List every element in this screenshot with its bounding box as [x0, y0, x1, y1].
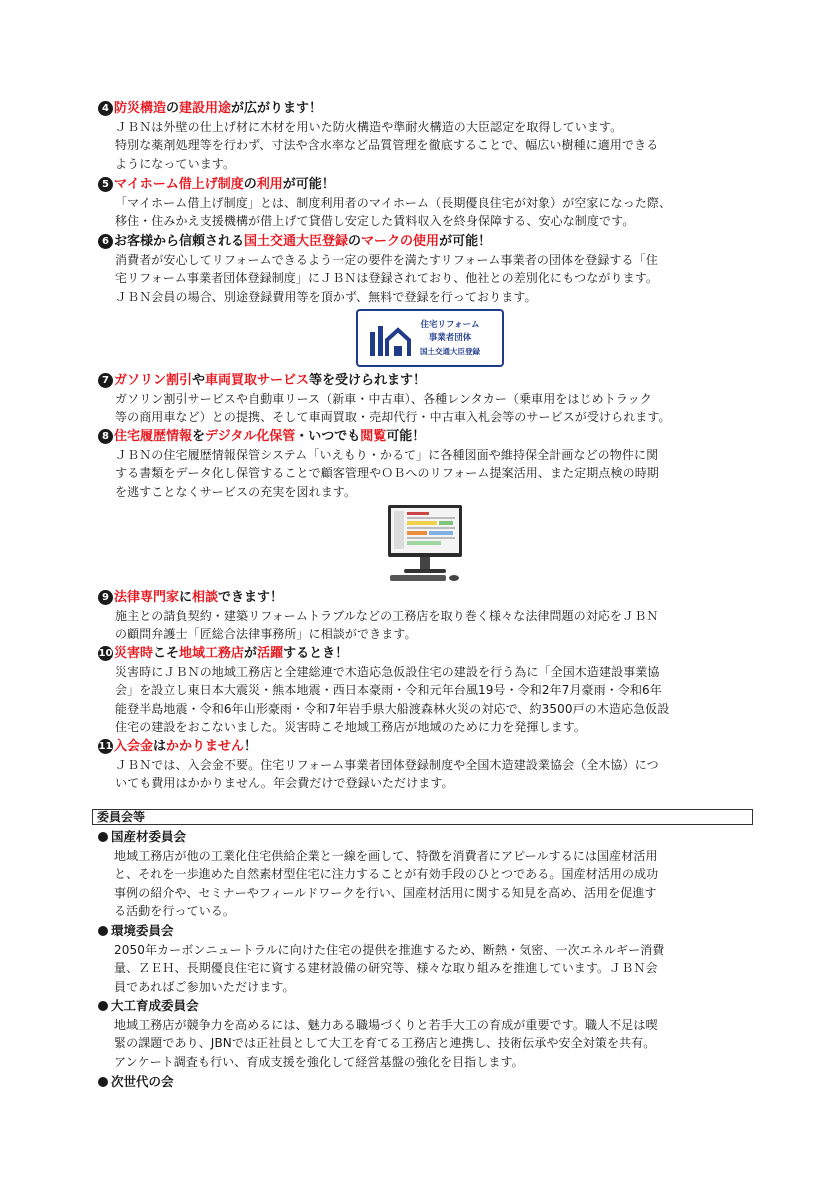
- description-line: ＪＢＮでは、入会金不要。住宅リフォーム事業者団体登録制度や全国木造建設業協会（全木協）につ: [115, 758, 659, 772]
- description-line: 「マイホーム借上げ制度」とは、制度利用者のマイホーム（長期優良住宅が対象）が空家になった際、: [115, 196, 672, 210]
- heading-highlight: 入会金: [114, 739, 154, 754]
- heading-highlight: 建設用途: [179, 101, 232, 116]
- benefit-item: [98, 176, 758, 231]
- committee-heading: [98, 922, 174, 940]
- benefit-heading: [98, 372, 758, 390]
- bullet-icon: [98, 1001, 108, 1011]
- committee-name: 大工育成委員会: [111, 998, 199, 1013]
- benefit-heading: [98, 738, 758, 756]
- benefit-item: [98, 589, 758, 644]
- logo-line-1: 住宅リフォーム: [420, 319, 480, 330]
- heading-highlight: ガソリン割引: [114, 373, 193, 388]
- description-line: る活動を行っている。: [114, 904, 236, 919]
- description-line: ようになっています。: [115, 156, 236, 171]
- description-line: 移住・住みかえ支援機構が借上げて貸借し安定した賃料収入を終身保障する、安心な制度です。: [115, 214, 635, 229]
- benefit-description: [115, 194, 758, 231]
- item-number-badge: 5: [98, 177, 113, 192]
- description-line: 地域工務店が競争力を高めるには、魅力ある職場づくりと若手大工の育成が重要です。職人不足は喫: [114, 1018, 658, 1032]
- committee-heading: [98, 828, 186, 846]
- heading-text: お客様から信頼される: [114, 234, 245, 249]
- heading-text: を: [192, 429, 206, 444]
- description-line: ＪＢＮは外壁の仕上げ材に木材を用いた防火構造や準耐火構造の大臣認定を取得しています。: [115, 120, 623, 134]
- description-line: 量、ＺＥＨ、長期優良住宅に資する建材設備の研究等、様々な取り組みを推進しています。ＪＢＮ会: [114, 961, 658, 976]
- description-line: ガソリン割引サービスや自動車リース（新車・中古車）、各種レンタカー（乗車用をはじめトラック: [115, 392, 652, 406]
- heading-text: できます！: [218, 590, 284, 605]
- house-mark-icon: [368, 318, 412, 358]
- heading-highlight: マークの使用: [361, 234, 440, 249]
- description-line: 員であればご参加いただけます。: [114, 979, 295, 994]
- heading-text: こそ: [153, 646, 180, 661]
- description-line: いても費用はかかりません。年会費だけで登録いただけます。: [115, 776, 454, 791]
- logo-line-3: 国土交通大臣登録: [420, 346, 480, 356]
- benefit-description: [115, 446, 758, 501]
- description-line: 住宅の建設をおこないました。災害時こそ地域工務店が地域のために力を発揮します。: [115, 720, 586, 735]
- description-line: の顧問弁護士「匠総合法律事務所」に相談ができます。: [115, 627, 417, 642]
- heading-text: は: [153, 739, 167, 754]
- description-line: 施主との請負契約・建築リフォームトラブルなどの工務店を取り巻く様々な法律問題の対応をＪＢＮ: [115, 609, 659, 623]
- benefit-description: [115, 251, 758, 306]
- description-line: 宅リフォーム事業者団体登録制度」にＪＢＮは登録されており、他社との差別化にもつながります。: [115, 271, 658, 286]
- committee-description: [114, 847, 764, 921]
- heading-text: が広がります！: [231, 101, 323, 116]
- benefit-item: [98, 428, 758, 501]
- benefit-heading: [98, 100, 758, 118]
- benefit-heading: [98, 428, 758, 446]
- description-line: 特別な薬剤処理等を行わず、寸法や含水率など品質管理を徹底することで、幅広い樹種に適用できる: [115, 138, 659, 153]
- heading-highlight: 利用: [256, 177, 283, 192]
- benefit-heading: [98, 233, 758, 251]
- description-line: 2050年カーボンニュートラルに向けた住宅の提供を推進するため、断熱・気密、一次エネルギー消費: [114, 943, 665, 957]
- heading-highlight: マイホーム借上げ制度: [114, 177, 244, 192]
- description-line: 緊の課題であり、JBNでは正社員として大工を育てる工務店と連携し、技術伝承や安全対策を共有。: [114, 1036, 656, 1051]
- description-line: 能登半島地震・令和6年山形豪雨・令和7年岩手県大船渡森林火災の対応で、約3500戸の木造応急仮設: [115, 701, 670, 716]
- logo-text: [420, 319, 480, 358]
- committee-description: [114, 1016, 764, 1071]
- heading-highlight: 災害時: [114, 646, 154, 661]
- description-line: ＪＢＮの住宅履歴情報保管システム「いえもり・かるて」に各種図面や維持保全計画などの物件に関: [115, 448, 659, 462]
- benefit-description: [115, 663, 758, 737]
- description-line: 会」を設立し東日本大震災・熊本地震・西日本豪雨・令和元年台風19号・令和2年7月豪雨・令和6年: [115, 683, 662, 698]
- heading-text: ！: [244, 739, 258, 754]
- committee-name: 国産材委員会: [111, 829, 187, 844]
- committee-description: [114, 941, 764, 996]
- heading-text: の: [243, 177, 257, 192]
- committee-heading: [98, 997, 199, 1015]
- item-number-badge: 8: [98, 429, 113, 444]
- description-line: 消費者が安心してリフォームできるよう一定の要件を満たすリフォーム事業者の団体を登録する「住: [115, 253, 658, 267]
- heading-highlight: 活躍: [257, 646, 284, 661]
- heading-highlight: 相談: [192, 590, 219, 605]
- benefit-item: [98, 372, 758, 427]
- benefit-item: [98, 738, 758, 793]
- committee-name: 次世代の会: [111, 1074, 174, 1089]
- benefit-item: [98, 233, 758, 306]
- description-line: と、それを一歩進めた自然素材型住宅に注力することが有効手段のひとつである。国産材活用の成功: [114, 867, 659, 882]
- heading-highlight: 防災構造: [114, 101, 167, 116]
- computer-monitor-image: [386, 503, 464, 583]
- heading-text: ・いつでも: [295, 429, 361, 444]
- benefit-description: [115, 756, 758, 793]
- heading-text: が可能！: [282, 177, 335, 192]
- heading-text: に: [179, 590, 193, 605]
- description-line: 等の商用車など）との提携、そして車両買取・売却代行・中古車入札会等のサービスが受けられます。: [115, 410, 671, 425]
- benefit-heading: [98, 645, 758, 663]
- item-number-badge: 6: [98, 234, 113, 249]
- heading-text: が: [244, 646, 258, 661]
- item-number-badge: 7: [98, 373, 113, 388]
- heading-text: の: [348, 234, 362, 249]
- description-line: を逃すことなくサービスの充実を図れます。: [115, 484, 357, 499]
- bullet-icon: [98, 832, 108, 842]
- heading-highlight: 車両買取サービス: [205, 373, 310, 388]
- bullet-icon: [98, 1077, 108, 1087]
- description-line: アンケート調査も行い、育成支援を強化して経営基盤の強化を目指します。: [114, 1054, 524, 1069]
- heading-text: が可能！: [439, 234, 492, 249]
- heading-text: 等を受けられます！: [309, 373, 427, 388]
- benefit-description: [115, 390, 758, 427]
- description-line: する書類をデータ化し保管することで顧客管理やＯＢへのリフォーム提案活用、また定期点検の時期: [115, 466, 659, 481]
- heading-text: や: [192, 373, 206, 388]
- item-number-badge: 9: [98, 590, 113, 605]
- benefit-description: [115, 118, 758, 173]
- item-number-badge: 4: [98, 101, 113, 116]
- item-number-badge: 10: [98, 648, 113, 659]
- heading-text: の: [166, 101, 180, 116]
- heading-text: するとき！: [283, 646, 349, 661]
- benefit-item: [98, 645, 758, 737]
- heading-highlight: 閲覧: [360, 429, 387, 444]
- description-line: 事例の紹介や、セミナーやフィールドワークを行い、国産材活用に関する知見を高め、活用を促進す: [114, 885, 657, 900]
- description-line: 地域工務店が他の工業化住宅供給企業と一線を画して、特徴を消費者にアピールするには国産材活用: [114, 849, 658, 863]
- heading-highlight: かかりません: [166, 739, 245, 754]
- benefit-description: [115, 607, 758, 644]
- reform-registration-logo: [356, 309, 504, 367]
- heading-highlight: 国土交通大臣登録: [244, 234, 349, 249]
- benefit-heading: [98, 589, 758, 607]
- heading-highlight: 住宅履歴情報: [114, 429, 193, 444]
- benefit-heading: [98, 176, 758, 194]
- heading-highlight: 地域工務店: [179, 646, 245, 661]
- description-line: ＪＢＮ会員の場合、別途登録費用等を頂かず、無料で登録を行っております。: [115, 289, 537, 304]
- committee-name: 環境委員会: [111, 923, 174, 938]
- description-line: 災害時にＪＢＮの地域工務店と全建総連で木造応急仮設住宅の建設を行う為に「全国木造建設事業協: [115, 665, 660, 679]
- benefit-item: [98, 100, 758, 173]
- heading-highlight: 法律専門家: [114, 590, 180, 605]
- committee-heading: [98, 1073, 174, 1091]
- bullet-icon: [98, 926, 108, 936]
- heading-text: 可能！: [386, 429, 426, 444]
- committee-section-title: 委員会等: [92, 809, 753, 825]
- item-number-badge: 11: [98, 741, 113, 752]
- logo-line-2: 事業者団体: [428, 332, 472, 343]
- heading-highlight: デジタル化保管: [205, 429, 296, 444]
